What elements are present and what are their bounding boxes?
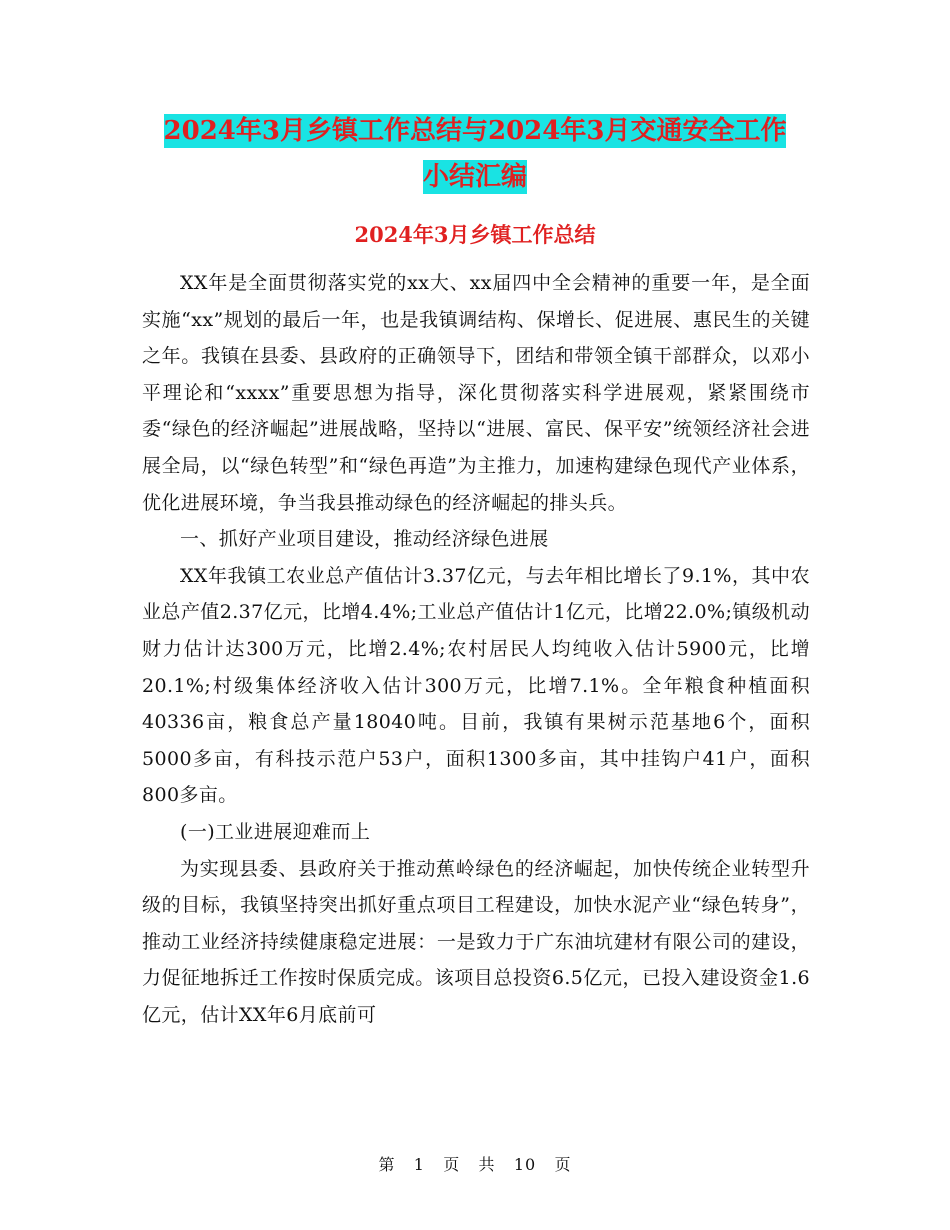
footer-total-word: 共 [478,1155,496,1174]
document-body [142,265,810,1033]
page-footer [0,1152,950,1175]
footer-page-word: 页 [443,1155,461,1174]
footer-prefix: 第 [378,1155,396,1174]
main-title-line2: 小结汇编 [422,162,527,192]
heading-industry-projects: 一、抓好产业项目建设，推动经济绿色进展 [180,528,549,551]
paragraph-output-stats: XX年我镇工农业总产值估计3.37亿元，与去年相比增长了9.1%，其中农业总产值2.37亿元，比增4.4%;工业总产值估计1亿元，比增22.0%;镇级机动财力估计达300万元，比增2.4%;农村居民人均纯收入估计5900元，比增20.1%;村级集体经济收入估计300万元，比增7.1%。全年粮食种植面积40336亩，粮食总产量18040吨。目前，我镇有果树示范基地6个，面积5000多亩，有科技示范户53户，面积1300多亩，其中挂钩户41户，面积800多亩。 [142,564,810,807]
footer-suffix: 页 [554,1155,572,1174]
footer-total-pages: 10 [513,1155,537,1174]
section-title: 2024年3月乡镇工作总结 [354,222,596,247]
paragraph-industry-detail: 为实现县委、县政府关于推动蕉岭绿色的经济崛起，加快传统企业转型升级的目标，我镇坚持突出抓好重点项目工程建设，加快水泥产业“绿色转身”，推动工业经济持续健康稳定进展：一是致力于广东油坑建材有限公司的建设，力促征地拆迁工作按时保质完成。该项目总投资6.5亿元，已投入建设资金1.6亿元，估计XX年6月底前可 [142,857,810,1026]
document-main-title [140,108,810,200]
heading-industry-development: (一)工业进展迎难而上 [180,820,371,843]
main-title-line1: 2024年3月乡镇工作总结与2024年3月交通安全工作 [163,116,787,146]
paragraph-intro: XX年是全面贯彻落实党的xx大、xx届四中全会精神的重要一年，是全面实施“xx”规划的最后一年，也是我镇调结构、保增长、促进展、惠民生的关键之年。我镇在县委、县政府的正确领导下，团结和带领全镇干部群众，以邓小平理论和“xxxx”重要思想为指导，深化贯彻落实科学进展观，紧紧围绕市委“绿色的经济崛起”进展战略，坚持以“进展、富民、保平安”统领经济社会进展全局，以“绿色转型”和“绿色再造”为主推力，加速构建绿色现代产业体系，优化进展环境，争当我县推动绿色的经济崛起的排头兵。 [142,272,810,514]
footer-current-page: 1 [413,1155,425,1174]
